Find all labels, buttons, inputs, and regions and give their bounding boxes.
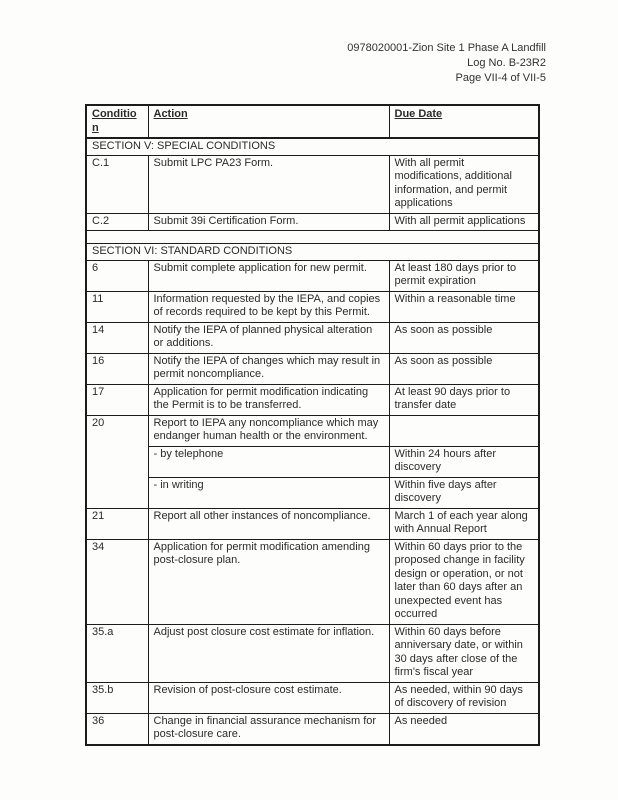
due-date-cell: As soon as possible [389, 322, 539, 353]
table-row [86, 624, 539, 682]
condition-cell: 16 [86, 353, 148, 384]
due-date-cell: At least 180 days prior to permit expiration [389, 260, 539, 291]
due-date-cell: With all permit applications [389, 213, 539, 231]
due-date-cell [389, 415, 539, 446]
condition-cell: 34 [86, 539, 148, 624]
table-row [86, 415, 539, 446]
column-header-action: Action [148, 105, 389, 138]
due-date-cell: Within 24 hours after discovery [389, 446, 539, 477]
section-label: SECTION V: SPECIAL CONDITIONS [86, 138, 539, 155]
action-cell: Submit LPC PA23 Form. [148, 155, 389, 213]
spacer-cell [86, 231, 539, 244]
action-cell: Information requested by the IEPA, and copies of records required to be kept by this Permit. [148, 291, 389, 322]
condition-cell: 35.a [86, 624, 148, 682]
condition-cell: 35.b [86, 682, 148, 713]
action-cell: Adjust post closure cost estimate for inflation. [148, 624, 389, 682]
conditions-table [85, 104, 540, 746]
action-cell: - by telephone [148, 446, 389, 477]
table-row [86, 508, 539, 539]
section-row-special-conditions [86, 138, 539, 155]
page-number: Page VII-4 of VII-5 [455, 72, 546, 84]
table-row [86, 539, 539, 624]
action-cell: Report all other instances of noncompliance. [148, 508, 389, 539]
condition-cell: 6 [86, 260, 148, 291]
document-title: 0978020001-Zion Site 1 Phase A Landfill [347, 42, 546, 54]
section-label: SECTION VI: STANDARD CONDITIONS [86, 244, 539, 261]
column-header-due-date: Due Date [389, 105, 539, 138]
table-subrow [86, 446, 539, 477]
section-row-standard-conditions [86, 244, 539, 261]
condition-cell: 11 [86, 291, 148, 322]
action-cell: - in writing [148, 477, 389, 508]
action-cell: Application for permit modification indicating the Permit is to be transferred. [148, 384, 389, 415]
column-header-condition: Condition [86, 105, 148, 138]
due-date-cell: Within 60 days prior to the proposed change in facility design or operation, or not later than 60 days after an unexpected event has occurred [389, 539, 539, 624]
table-row [86, 384, 539, 415]
action-cell: Application for permit modification amending post-closure plan. [148, 539, 389, 624]
condition-cell: C.2 [86, 213, 148, 231]
condition-cell: 14 [86, 322, 148, 353]
action-cell: Report to IEPA any noncompliance which may endanger human health or the environment. [148, 415, 389, 446]
condition-cell: 36 [86, 713, 148, 745]
due-date-cell: As needed, within 90 days of discovery of revision [389, 682, 539, 713]
action-cell: Notify the IEPA of planned physical alteration or additions. [148, 322, 389, 353]
table-subrow [86, 477, 539, 508]
log-number: Log No. B-23R2 [467, 57, 546, 69]
due-date-cell: With all permit modifications, additional information, and permit applications [389, 155, 539, 213]
condition-cell: C.1 [86, 155, 148, 213]
condition-cell: 21 [86, 508, 148, 539]
table-row [86, 155, 539, 213]
action-cell: Change in financial assurance mechanism for post-closure care. [148, 713, 389, 745]
document-header [347, 41, 546, 86]
table-row [86, 713, 539, 745]
due-date-cell: Within 60 days before anniversary date, or within 30 days after close of the firm's fiscal year [389, 624, 539, 682]
spacer-row [86, 231, 539, 244]
table-row [86, 353, 539, 384]
action-cell: Submit 39i Certification Form. [148, 213, 389, 231]
due-date-cell: Within a reasonable time [389, 291, 539, 322]
action-cell: Submit complete application for new permit. [148, 260, 389, 291]
condition-cell: 17 [86, 384, 148, 415]
due-date-cell: Within five days after discovery [389, 477, 539, 508]
table-row [86, 260, 539, 291]
table-header-row [86, 105, 539, 138]
due-date-cell: As soon as possible [389, 353, 539, 384]
due-date-cell: At least 90 days prior to transfer date [389, 384, 539, 415]
table-row [86, 682, 539, 713]
condition-cell: 20 [86, 415, 148, 508]
table-row [86, 291, 539, 322]
action-cell: Revision of post-closure cost estimate. [148, 682, 389, 713]
due-date-cell: March 1 of each year along with Annual Report [389, 508, 539, 539]
action-cell: Notify the IEPA of changes which may result in permit noncompliance. [148, 353, 389, 384]
due-date-cell: As needed [389, 713, 539, 745]
table-row [86, 322, 539, 353]
table-row [86, 213, 539, 231]
